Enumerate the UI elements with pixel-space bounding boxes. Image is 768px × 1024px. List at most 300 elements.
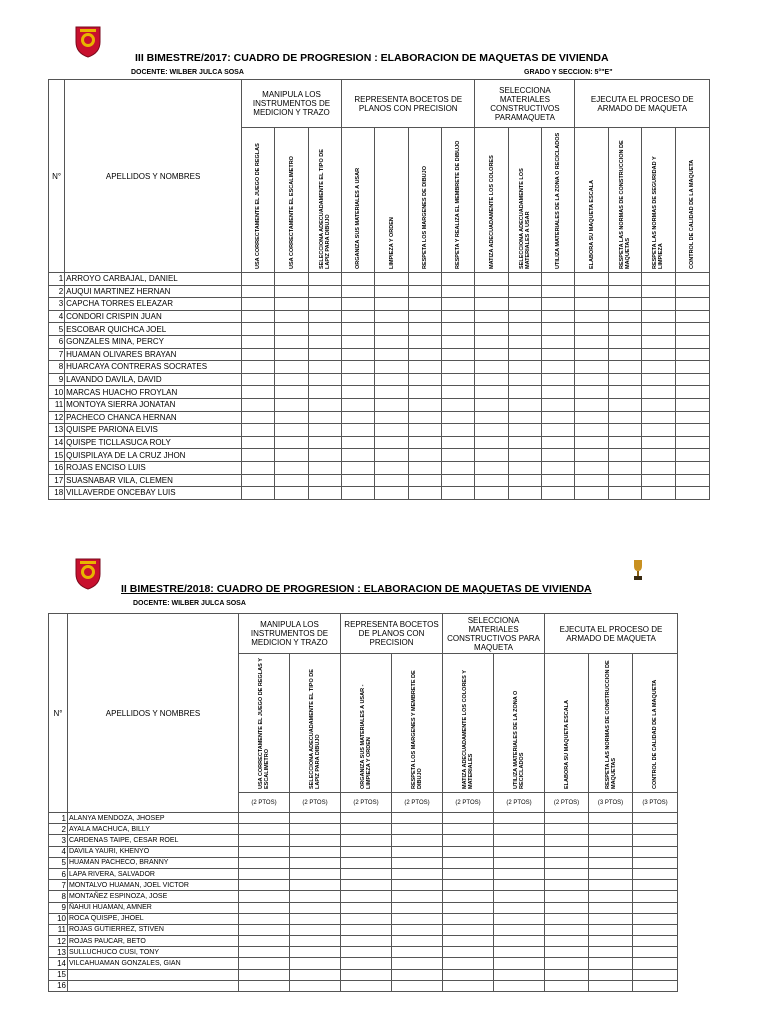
score-cell[interactable] — [342, 310, 375, 323]
score-cell[interactable] — [642, 310, 675, 323]
score-cell[interactable] — [642, 273, 675, 286]
score-cell[interactable] — [494, 924, 545, 935]
score-cell[interactable] — [589, 902, 633, 913]
score-cell[interactable] — [342, 323, 375, 336]
score-cell[interactable] — [375, 436, 408, 449]
score-cell[interactable] — [308, 449, 341, 462]
score-cell[interactable] — [494, 958, 545, 969]
score-cell[interactable] — [242, 436, 275, 449]
score-cell[interactable] — [589, 969, 633, 980]
score-cell[interactable] — [608, 386, 641, 399]
score-cell[interactable] — [375, 411, 408, 424]
score-cell[interactable] — [275, 424, 308, 437]
score-cell[interactable] — [575, 487, 608, 500]
score-cell[interactable] — [475, 348, 508, 361]
score-cell[interactable] — [633, 824, 678, 835]
score-cell[interactable] — [239, 958, 290, 969]
score-cell[interactable] — [443, 913, 494, 924]
score-cell[interactable] — [642, 348, 675, 361]
score-cell[interactable] — [608, 298, 641, 311]
score-cell[interactable] — [408, 461, 441, 474]
score-cell[interactable] — [342, 298, 375, 311]
score-cell[interactable] — [675, 298, 710, 311]
score-cell[interactable] — [475, 323, 508, 336]
score-cell[interactable] — [542, 373, 575, 386]
score-cell[interactable] — [475, 424, 508, 437]
score-cell[interactable] — [375, 449, 408, 462]
score-cell[interactable] — [275, 310, 308, 323]
score-cell[interactable] — [342, 273, 375, 286]
score-cell[interactable] — [408, 335, 441, 348]
score-cell[interactable] — [308, 348, 341, 361]
score-cell[interactable] — [633, 880, 678, 891]
score-cell[interactable] — [589, 868, 633, 879]
score-cell[interactable] — [342, 436, 375, 449]
score-cell[interactable] — [608, 436, 641, 449]
score-cell[interactable] — [239, 868, 290, 879]
score-cell[interactable] — [575, 398, 608, 411]
score-cell[interactable] — [342, 285, 375, 298]
score-cell[interactable] — [275, 449, 308, 462]
score-cell[interactable] — [575, 273, 608, 286]
score-cell[interactable] — [341, 813, 392, 824]
score-cell[interactable] — [608, 285, 641, 298]
score-cell[interactable] — [545, 891, 589, 902]
score-cell[interactable] — [608, 474, 641, 487]
score-cell[interactable] — [375, 348, 408, 361]
score-cell[interactable] — [633, 813, 678, 824]
score-cell[interactable] — [589, 924, 633, 935]
score-cell[interactable] — [308, 398, 341, 411]
score-cell[interactable] — [375, 285, 408, 298]
score-cell[interactable] — [675, 411, 710, 424]
score-cell[interactable] — [545, 913, 589, 924]
score-cell[interactable] — [375, 487, 408, 500]
score-cell[interactable] — [545, 969, 589, 980]
score-cell[interactable] — [341, 902, 392, 913]
score-cell[interactable] — [408, 411, 441, 424]
score-cell[interactable] — [442, 436, 475, 449]
score-cell[interactable] — [642, 449, 675, 462]
score-cell[interactable] — [442, 386, 475, 399]
score-cell[interactable] — [375, 461, 408, 474]
score-cell[interactable] — [633, 980, 678, 991]
score-cell[interactable] — [443, 846, 494, 857]
score-cell[interactable] — [494, 902, 545, 913]
score-cell[interactable] — [575, 449, 608, 462]
score-cell[interactable] — [508, 386, 541, 399]
score-cell[interactable] — [275, 335, 308, 348]
score-cell[interactable] — [494, 868, 545, 879]
score-cell[interactable] — [275, 298, 308, 311]
score-cell[interactable] — [675, 436, 710, 449]
score-cell[interactable] — [408, 348, 441, 361]
score-cell[interactable] — [475, 436, 508, 449]
score-cell[interactable] — [475, 335, 508, 348]
score-cell[interactable] — [275, 487, 308, 500]
score-cell[interactable] — [508, 487, 541, 500]
score-cell[interactable] — [542, 335, 575, 348]
score-cell[interactable] — [341, 880, 392, 891]
score-cell[interactable] — [545, 947, 589, 958]
score-cell[interactable] — [575, 424, 608, 437]
score-cell[interactable] — [475, 474, 508, 487]
score-cell[interactable] — [341, 835, 392, 846]
score-cell[interactable] — [392, 880, 443, 891]
score-cell[interactable] — [392, 813, 443, 824]
score-cell[interactable] — [239, 913, 290, 924]
score-cell[interactable] — [608, 449, 641, 462]
score-cell[interactable] — [408, 436, 441, 449]
score-cell[interactable] — [589, 947, 633, 958]
score-cell[interactable] — [442, 335, 475, 348]
score-cell[interactable] — [443, 902, 494, 913]
score-cell[interactable] — [308, 474, 341, 487]
score-cell[interactable] — [275, 361, 308, 374]
score-cell[interactable] — [475, 298, 508, 311]
score-cell[interactable] — [275, 285, 308, 298]
score-cell[interactable] — [392, 936, 443, 947]
score-cell[interactable] — [442, 273, 475, 286]
score-cell[interactable] — [494, 880, 545, 891]
score-cell[interactable] — [575, 436, 608, 449]
score-cell[interactable] — [508, 273, 541, 286]
score-cell[interactable] — [239, 980, 290, 991]
score-cell[interactable] — [442, 474, 475, 487]
score-cell[interactable] — [575, 411, 608, 424]
score-cell[interactable] — [575, 335, 608, 348]
score-cell[interactable] — [675, 474, 710, 487]
score-cell[interactable] — [475, 285, 508, 298]
score-cell[interactable] — [275, 373, 308, 386]
score-cell[interactable] — [341, 980, 392, 991]
score-cell[interactable] — [545, 902, 589, 913]
score-cell[interactable] — [542, 411, 575, 424]
score-cell[interactable] — [545, 846, 589, 857]
score-cell[interactable] — [542, 323, 575, 336]
score-cell[interactable] — [542, 487, 575, 500]
score-cell[interactable] — [642, 335, 675, 348]
score-cell[interactable] — [633, 913, 678, 924]
score-cell[interactable] — [642, 361, 675, 374]
score-cell[interactable] — [475, 411, 508, 424]
score-cell[interactable] — [675, 487, 710, 500]
score-cell[interactable] — [239, 846, 290, 857]
score-cell[interactable] — [508, 323, 541, 336]
score-cell[interactable] — [341, 891, 392, 902]
score-cell[interactable] — [633, 857, 678, 868]
score-cell[interactable] — [542, 310, 575, 323]
score-cell[interactable] — [342, 487, 375, 500]
score-cell[interactable] — [442, 323, 475, 336]
score-cell[interactable] — [589, 980, 633, 991]
score-cell[interactable] — [675, 310, 710, 323]
score-cell[interactable] — [290, 835, 341, 846]
score-cell[interactable] — [443, 958, 494, 969]
score-cell[interactable] — [545, 924, 589, 935]
score-cell[interactable] — [575, 373, 608, 386]
score-cell[interactable] — [442, 411, 475, 424]
score-cell[interactable] — [275, 323, 308, 336]
score-cell[interactable] — [494, 835, 545, 846]
score-cell[interactable] — [475, 398, 508, 411]
score-cell[interactable] — [442, 285, 475, 298]
score-cell[interactable] — [442, 449, 475, 462]
score-cell[interactable] — [275, 386, 308, 399]
score-cell[interactable] — [494, 947, 545, 958]
score-cell[interactable] — [392, 924, 443, 935]
score-cell[interactable] — [545, 868, 589, 879]
score-cell[interactable] — [239, 947, 290, 958]
score-cell[interactable] — [375, 424, 408, 437]
score-cell[interactable] — [443, 813, 494, 824]
score-cell[interactable] — [545, 958, 589, 969]
score-cell[interactable] — [392, 824, 443, 835]
score-cell[interactable] — [239, 880, 290, 891]
score-cell[interactable] — [633, 947, 678, 958]
score-cell[interactable] — [375, 386, 408, 399]
score-cell[interactable] — [341, 913, 392, 924]
score-cell[interactable] — [242, 348, 275, 361]
score-cell[interactable] — [290, 902, 341, 913]
score-cell[interactable] — [408, 487, 441, 500]
score-cell[interactable] — [508, 461, 541, 474]
score-cell[interactable] — [290, 846, 341, 857]
score-cell[interactable] — [290, 913, 341, 924]
score-cell[interactable] — [342, 461, 375, 474]
score-cell[interactable] — [341, 947, 392, 958]
score-cell[interactable] — [633, 902, 678, 913]
score-cell[interactable] — [642, 373, 675, 386]
score-cell[interactable] — [408, 373, 441, 386]
score-cell[interactable] — [675, 461, 710, 474]
score-cell[interactable] — [342, 398, 375, 411]
score-cell[interactable] — [642, 285, 675, 298]
score-cell[interactable] — [675, 361, 710, 374]
score-cell[interactable] — [494, 913, 545, 924]
score-cell[interactable] — [342, 386, 375, 399]
score-cell[interactable] — [642, 461, 675, 474]
score-cell[interactable] — [308, 424, 341, 437]
score-cell[interactable] — [475, 373, 508, 386]
score-cell[interactable] — [589, 880, 633, 891]
score-cell[interactable] — [290, 880, 341, 891]
score-cell[interactable] — [375, 273, 408, 286]
score-cell[interactable] — [242, 361, 275, 374]
score-cell[interactable] — [608, 323, 641, 336]
score-cell[interactable] — [290, 824, 341, 835]
score-cell[interactable] — [239, 891, 290, 902]
score-cell[interactable] — [575, 348, 608, 361]
score-cell[interactable] — [242, 449, 275, 462]
score-cell[interactable] — [375, 310, 408, 323]
score-cell[interactable] — [675, 398, 710, 411]
score-cell[interactable] — [408, 474, 441, 487]
score-cell[interactable] — [608, 398, 641, 411]
score-cell[interactable] — [239, 824, 290, 835]
score-cell[interactable] — [341, 868, 392, 879]
score-cell[interactable] — [408, 361, 441, 374]
score-cell[interactable] — [275, 273, 308, 286]
score-cell[interactable] — [242, 386, 275, 399]
score-cell[interactable] — [308, 373, 341, 386]
score-cell[interactable] — [242, 411, 275, 424]
score-cell[interactable] — [545, 813, 589, 824]
score-cell[interactable] — [443, 947, 494, 958]
score-cell[interactable] — [642, 386, 675, 399]
score-cell[interactable] — [442, 298, 475, 311]
score-cell[interactable] — [290, 891, 341, 902]
score-cell[interactable] — [392, 969, 443, 980]
score-cell[interactable] — [508, 474, 541, 487]
score-cell[interactable] — [392, 902, 443, 913]
score-cell[interactable] — [392, 980, 443, 991]
score-cell[interactable] — [542, 386, 575, 399]
score-cell[interactable] — [290, 868, 341, 879]
score-cell[interactable] — [508, 449, 541, 462]
score-cell[interactable] — [375, 298, 408, 311]
score-cell[interactable] — [443, 835, 494, 846]
score-cell[interactable] — [375, 398, 408, 411]
score-cell[interactable] — [290, 924, 341, 935]
score-cell[interactable] — [443, 924, 494, 935]
score-cell[interactable] — [408, 298, 441, 311]
score-cell[interactable] — [633, 835, 678, 846]
score-cell[interactable] — [392, 846, 443, 857]
score-cell[interactable] — [589, 913, 633, 924]
score-cell[interactable] — [408, 310, 441, 323]
score-cell[interactable] — [242, 398, 275, 411]
score-cell[interactable] — [275, 411, 308, 424]
score-cell[interactable] — [633, 958, 678, 969]
score-cell[interactable] — [392, 958, 443, 969]
score-cell[interactable] — [589, 891, 633, 902]
score-cell[interactable] — [341, 936, 392, 947]
score-cell[interactable] — [608, 348, 641, 361]
score-cell[interactable] — [392, 835, 443, 846]
score-cell[interactable] — [308, 436, 341, 449]
score-cell[interactable] — [442, 361, 475, 374]
score-cell[interactable] — [242, 298, 275, 311]
score-cell[interactable] — [290, 857, 341, 868]
score-cell[interactable] — [508, 348, 541, 361]
score-cell[interactable] — [475, 310, 508, 323]
score-cell[interactable] — [375, 361, 408, 374]
score-cell[interactable] — [542, 298, 575, 311]
score-cell[interactable] — [239, 936, 290, 947]
score-cell[interactable] — [242, 323, 275, 336]
score-cell[interactable] — [675, 285, 710, 298]
score-cell[interactable] — [633, 936, 678, 947]
score-cell[interactable] — [542, 348, 575, 361]
score-cell[interactable] — [290, 958, 341, 969]
score-cell[interactable] — [308, 285, 341, 298]
score-cell[interactable] — [443, 891, 494, 902]
score-cell[interactable] — [508, 335, 541, 348]
score-cell[interactable] — [575, 361, 608, 374]
score-cell[interactable] — [542, 273, 575, 286]
score-cell[interactable] — [542, 461, 575, 474]
score-cell[interactable] — [392, 891, 443, 902]
score-cell[interactable] — [508, 361, 541, 374]
score-cell[interactable] — [494, 857, 545, 868]
score-cell[interactable] — [633, 924, 678, 935]
score-cell[interactable] — [275, 398, 308, 411]
score-cell[interactable] — [239, 813, 290, 824]
score-cell[interactable] — [392, 857, 443, 868]
score-cell[interactable] — [375, 323, 408, 336]
score-cell[interactable] — [290, 980, 341, 991]
score-cell[interactable] — [589, 813, 633, 824]
score-cell[interactable] — [239, 924, 290, 935]
score-cell[interactable] — [242, 273, 275, 286]
score-cell[interactable] — [443, 868, 494, 879]
score-cell[interactable] — [308, 323, 341, 336]
score-cell[interactable] — [675, 373, 710, 386]
score-cell[interactable] — [575, 323, 608, 336]
score-cell[interactable] — [242, 461, 275, 474]
score-cell[interactable] — [608, 424, 641, 437]
score-cell[interactable] — [308, 310, 341, 323]
score-cell[interactable] — [342, 411, 375, 424]
score-cell[interactable] — [508, 398, 541, 411]
score-cell[interactable] — [545, 835, 589, 846]
score-cell[interactable] — [542, 285, 575, 298]
score-cell[interactable] — [575, 474, 608, 487]
score-cell[interactable] — [242, 373, 275, 386]
score-cell[interactable] — [675, 348, 710, 361]
score-cell[interactable] — [508, 411, 541, 424]
score-cell[interactable] — [633, 868, 678, 879]
score-cell[interactable] — [575, 285, 608, 298]
score-cell[interactable] — [642, 474, 675, 487]
score-cell[interactable] — [375, 335, 408, 348]
score-cell[interactable] — [508, 424, 541, 437]
score-cell[interactable] — [608, 361, 641, 374]
score-cell[interactable] — [642, 487, 675, 500]
score-cell[interactable] — [392, 947, 443, 958]
score-cell[interactable] — [308, 298, 341, 311]
score-cell[interactable] — [242, 310, 275, 323]
score-cell[interactable] — [542, 424, 575, 437]
score-cell[interactable] — [392, 913, 443, 924]
score-cell[interactable] — [575, 386, 608, 399]
score-cell[interactable] — [508, 310, 541, 323]
score-cell[interactable] — [642, 436, 675, 449]
score-cell[interactable] — [575, 310, 608, 323]
score-cell[interactable] — [341, 958, 392, 969]
score-cell[interactable] — [342, 449, 375, 462]
score-cell[interactable] — [442, 461, 475, 474]
score-cell[interactable] — [542, 449, 575, 462]
score-cell[interactable] — [239, 902, 290, 913]
score-cell[interactable] — [375, 373, 408, 386]
score-cell[interactable] — [475, 487, 508, 500]
score-cell[interactable] — [341, 846, 392, 857]
score-cell[interactable] — [342, 373, 375, 386]
score-cell[interactable] — [642, 298, 675, 311]
score-cell[interactable] — [542, 474, 575, 487]
score-cell[interactable] — [475, 361, 508, 374]
score-cell[interactable] — [392, 868, 443, 879]
score-cell[interactable] — [442, 424, 475, 437]
score-cell[interactable] — [341, 857, 392, 868]
score-cell[interactable] — [308, 361, 341, 374]
score-cell[interactable] — [542, 361, 575, 374]
score-cell[interactable] — [675, 449, 710, 462]
score-cell[interactable] — [589, 857, 633, 868]
score-cell[interactable] — [642, 398, 675, 411]
